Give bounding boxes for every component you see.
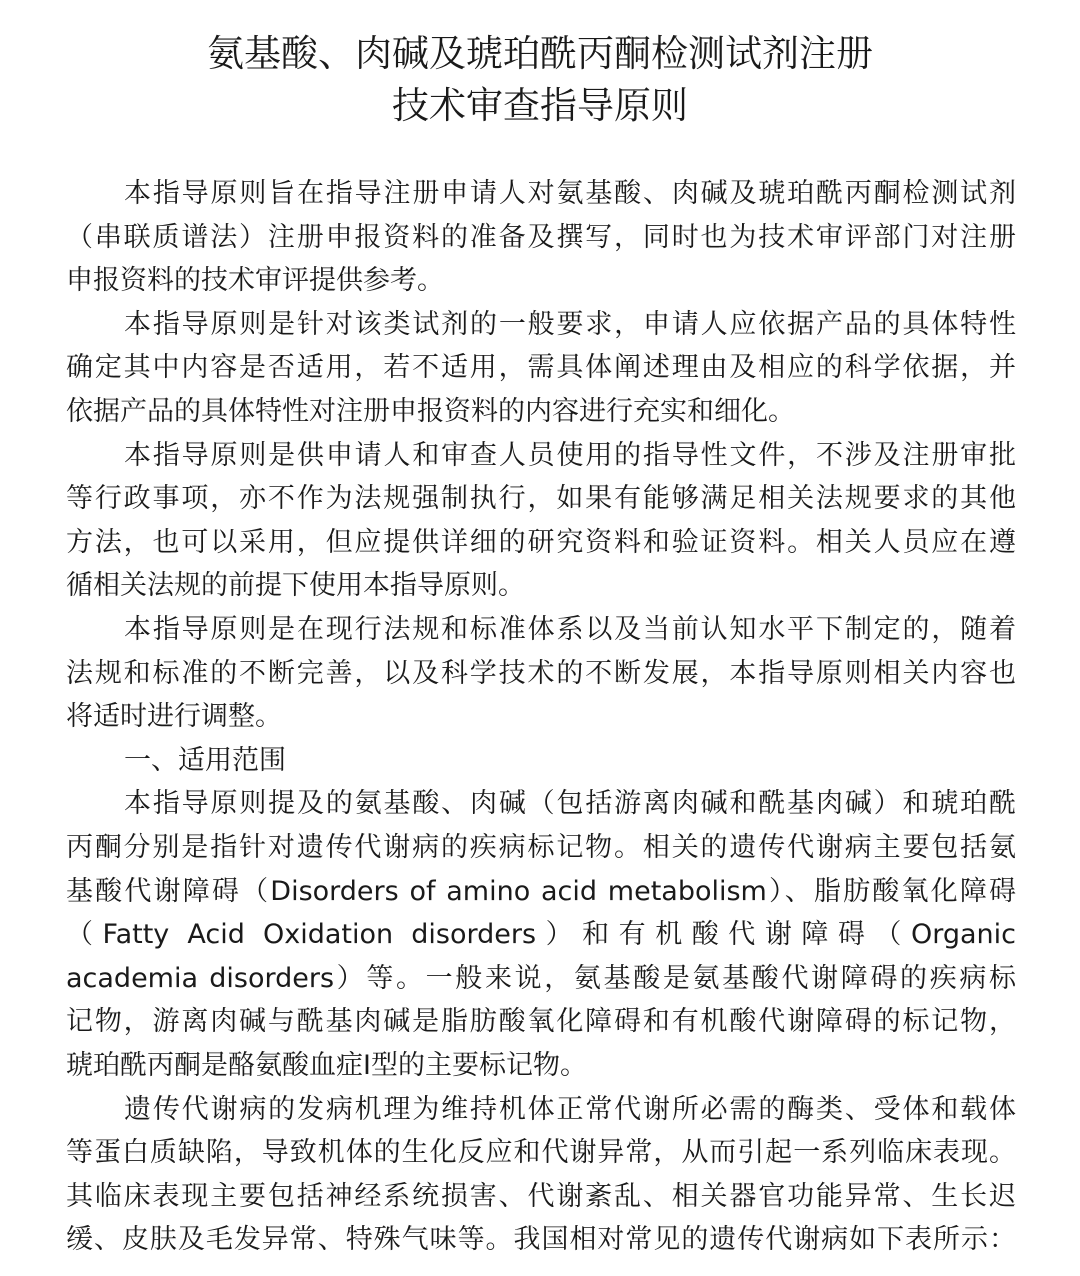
body-text-line: 等蛋白质缺陷，导致机体的生化反应和代谢异常，从而引起一系列临床表现。 bbox=[66, 1137, 1016, 1168]
document-title-line-2: 技术审查指导原则 bbox=[392, 84, 688, 127]
body-text-line: 申报资料的技术审评提供参考。 bbox=[66, 265, 444, 296]
body-text-line: 本指导原则是针对该类试剂的一般要求，申请人应依据产品的具体特性 bbox=[124, 309, 1016, 340]
body-text-line: 丙酮分别是指针对遗传代谢病的疾病标记物。相关的遗传代谢病主要包括氨 bbox=[66, 832, 1016, 863]
body-text-line: 琥珀酰丙酮是酪氨酸血症Ⅰ型的主要标记物。 bbox=[66, 1050, 587, 1081]
body-text-line: 确定其中内容是否适用，若不适用，需具体阐述理由及相应的科学依据，并 bbox=[66, 352, 1016, 383]
body-text-line: 其临床表现主要包括神经系统损害、代谢紊乱、相关器官功能异常、生长迟 bbox=[66, 1181, 1016, 1212]
body-text-line: 等行政事项，亦不作为法规强制执行，如果有能够满足相关法规要求的其他 bbox=[66, 483, 1016, 514]
body-text-line: 本指导原则旨在指导注册申请人对氨基酸、肉碱及琥珀酰丙酮检测试剂 bbox=[124, 178, 1016, 209]
body-text-line: 基酸代谢障碍（Disorders of amino acid metabolism）、脂肪酸氧化障碍 bbox=[66, 876, 1016, 907]
body-text-line: 循相关法规的前提下使用本指导原则。 bbox=[66, 570, 525, 601]
body-text-line: （Fatty Acid Oxidation disorders）和有机酸代谢障碍（Organic bbox=[66, 919, 1016, 950]
body-text-line: 缓、皮肤及毛发异常、特殊气味等。我国相对常见的遗传代谢病如下表所示： bbox=[66, 1224, 1016, 1255]
body-text-line: 本指导原则是供申请人和审查人员使用的指导性文件，不涉及注册审批 bbox=[124, 440, 1016, 471]
body-text-line: 记物，游离肉碱与酰基肉碱是脂肪酸氧化障碍和有机酸代谢障碍的标记物， bbox=[66, 1006, 1016, 1037]
body-text-line: 依据产品的具体特性对注册申报资料的内容进行充实和细化。 bbox=[66, 396, 795, 427]
body-text-line: 本指导原则是在现行法规和标准体系以及当前认知水平下制定的，随着 bbox=[124, 614, 1016, 645]
body-text-line: 方法，也可以采用，但应提供详细的研究资料和验证资料。相关人员应在遵 bbox=[66, 527, 1016, 558]
body-text-line: 将适时进行调整。 bbox=[66, 701, 282, 732]
body-text-line: （串联质谱法）注册申报资料的准备及撰写，同时也为技术审评部门对注册 bbox=[66, 222, 1016, 253]
document-title-line-1: 氨基酸、肉碱及琥珀酰丙酮检测试剂注册 bbox=[207, 32, 873, 75]
body-text-line: academia disorders）等。一般来说，氨基酸是氨基酸代谢障碍的疾病标 bbox=[66, 963, 1016, 994]
body-text-line: 法规和标准的不断完善，以及科学技术的不断发展，本指导原则相关内容也 bbox=[66, 658, 1016, 689]
body-text-line: 一、适用范围 bbox=[124, 745, 286, 776]
body-text-line: 遗传代谢病的发病机理为维持机体正常代谢所必需的酶类、受体和载体 bbox=[124, 1094, 1016, 1125]
body-text-line: 本指导原则提及的氨基酸、肉碱（包括游离肉碱和酰基肉碱）和琥珀酰 bbox=[124, 788, 1016, 819]
